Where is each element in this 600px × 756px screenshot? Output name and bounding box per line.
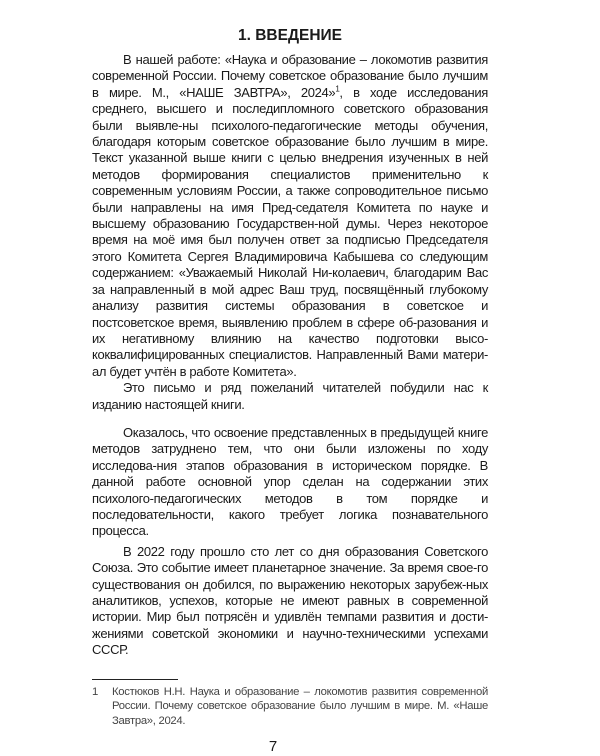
text-line: Союза. Это событие имеет планетарное значение. За время свое-: [92, 560, 477, 576]
footnote-line: Завтра», 2024.: [112, 714, 186, 727]
text-line: В 2022 году прошло сто лет со дня образования Советского: [123, 543, 488, 559]
text-line: посвящённый глубокому анализу развития системы образования: [92, 281, 489, 314]
text-line: ны психолого-педагогические методы обучения, благодаря которым: [92, 117, 489, 150]
text-line: седателя Комитета по науке и высшему образованию Государствен-: [92, 199, 488, 232]
text-line: а также сопроводительное письмо были направлены на имя Пред-: [92, 183, 488, 215]
paragraph: [92, 52, 488, 380]
paragraph: [92, 544, 488, 659]
text-line: разования и их негативному влиянию на качество подготовки высо-: [92, 314, 489, 346]
text-line: ной думы. Через некоторое время на моё имя был получен ответ: [92, 216, 488, 248]
footnote-line: Костюков Н.Н. Наука и образование – локомотив развития современной: [112, 685, 488, 698]
paragraph: [92, 425, 488, 540]
footnote: [92, 685, 488, 729]
text-line: познавательного процесса.: [92, 506, 488, 539]
footnote-text-block: [112, 685, 488, 729]
text-line: Это письмо и ряд пожеланий читателей побудили нас к изданию: [92, 380, 488, 412]
text-line: В нашей работе: «Наука и образование – локомотив развития: [123, 52, 488, 67]
text-line: СССР.: [92, 642, 129, 658]
text-line: специалистов применительно к современным условиям России,: [92, 166, 488, 199]
text-line: Оказалось, что освоение представленных в предыдущей книге: [123, 424, 488, 440]
text-line: основной упор сделан на содержании этих психолого-педагогических: [92, 474, 488, 506]
footnote-line: России. Почему советское образование было лучшим в мире. М. «Наше: [112, 700, 488, 713]
text-line: жениями советской экономики и научно-техническими успехами: [92, 625, 488, 641]
text-line: современной России. Почему советское образование было лучшим: [92, 68, 488, 84]
text-line: истории. Мир был потрясён и удивлён темпами развития и дости-: [92, 609, 488, 625]
text-line: настоящей книги.: [144, 396, 245, 412]
line-text: , в ходе исследования среднего,: [92, 84, 488, 117]
text-line: методов затруднено тем, что они были изложены по ходу исследова-: [92, 441, 488, 473]
text-line: за подписью Председателя этого Комитета Сергея Владимировича: [92, 232, 488, 264]
body-text: [92, 52, 488, 659]
text-line: коквалифицированных специалистов. Направленный Вами матери-: [92, 347, 488, 363]
text-line: ния этапов образования в историческом порядке. В данной работе: [92, 457, 488, 490]
footnote-number: 1: [92, 685, 98, 698]
text-line: высшего и последипломного советского образования были выявле-: [92, 101, 488, 133]
footnote-reference[interactable]: 1: [335, 84, 340, 94]
paragraph: [92, 380, 488, 413]
line-text: в мире. М., «НАШЕ ЗАВТРА», 2024»: [92, 84, 336, 100]
text-line: колаевич, благодарим Вас за направленный в мой адрес Ваш труд,: [92, 265, 488, 297]
text-line: методов в том порядке и последовательности, какого требует логика: [92, 490, 488, 522]
chapter-title: 1. ВВЕДЕНИЕ: [237, 27, 342, 44]
page: [92, 26, 488, 756]
text-line: в советское и постсоветское время, выявлению проблем в сфере об-: [92, 298, 488, 330]
text-line: го существования он добился, по выражению некоторых зарубеж-: [92, 560, 488, 592]
text-line: ал будет учтён в работе Комитета».: [92, 363, 297, 379]
text-line: Кабышева со следующим содержанием: «Уважаемый Николай Ни-: [92, 248, 488, 281]
text-line: советское образование было лучшим в мире. Текст указанной выше: [92, 134, 488, 166]
text-line: книги с целью внедрения изученных в ней методов формирования: [92, 150, 488, 182]
page-number: 7: [268, 738, 278, 756]
text-line: ных аналитиков, успехов, которые не имеют равных в современной: [92, 576, 488, 608]
footnote-divider: [92, 679, 178, 680]
